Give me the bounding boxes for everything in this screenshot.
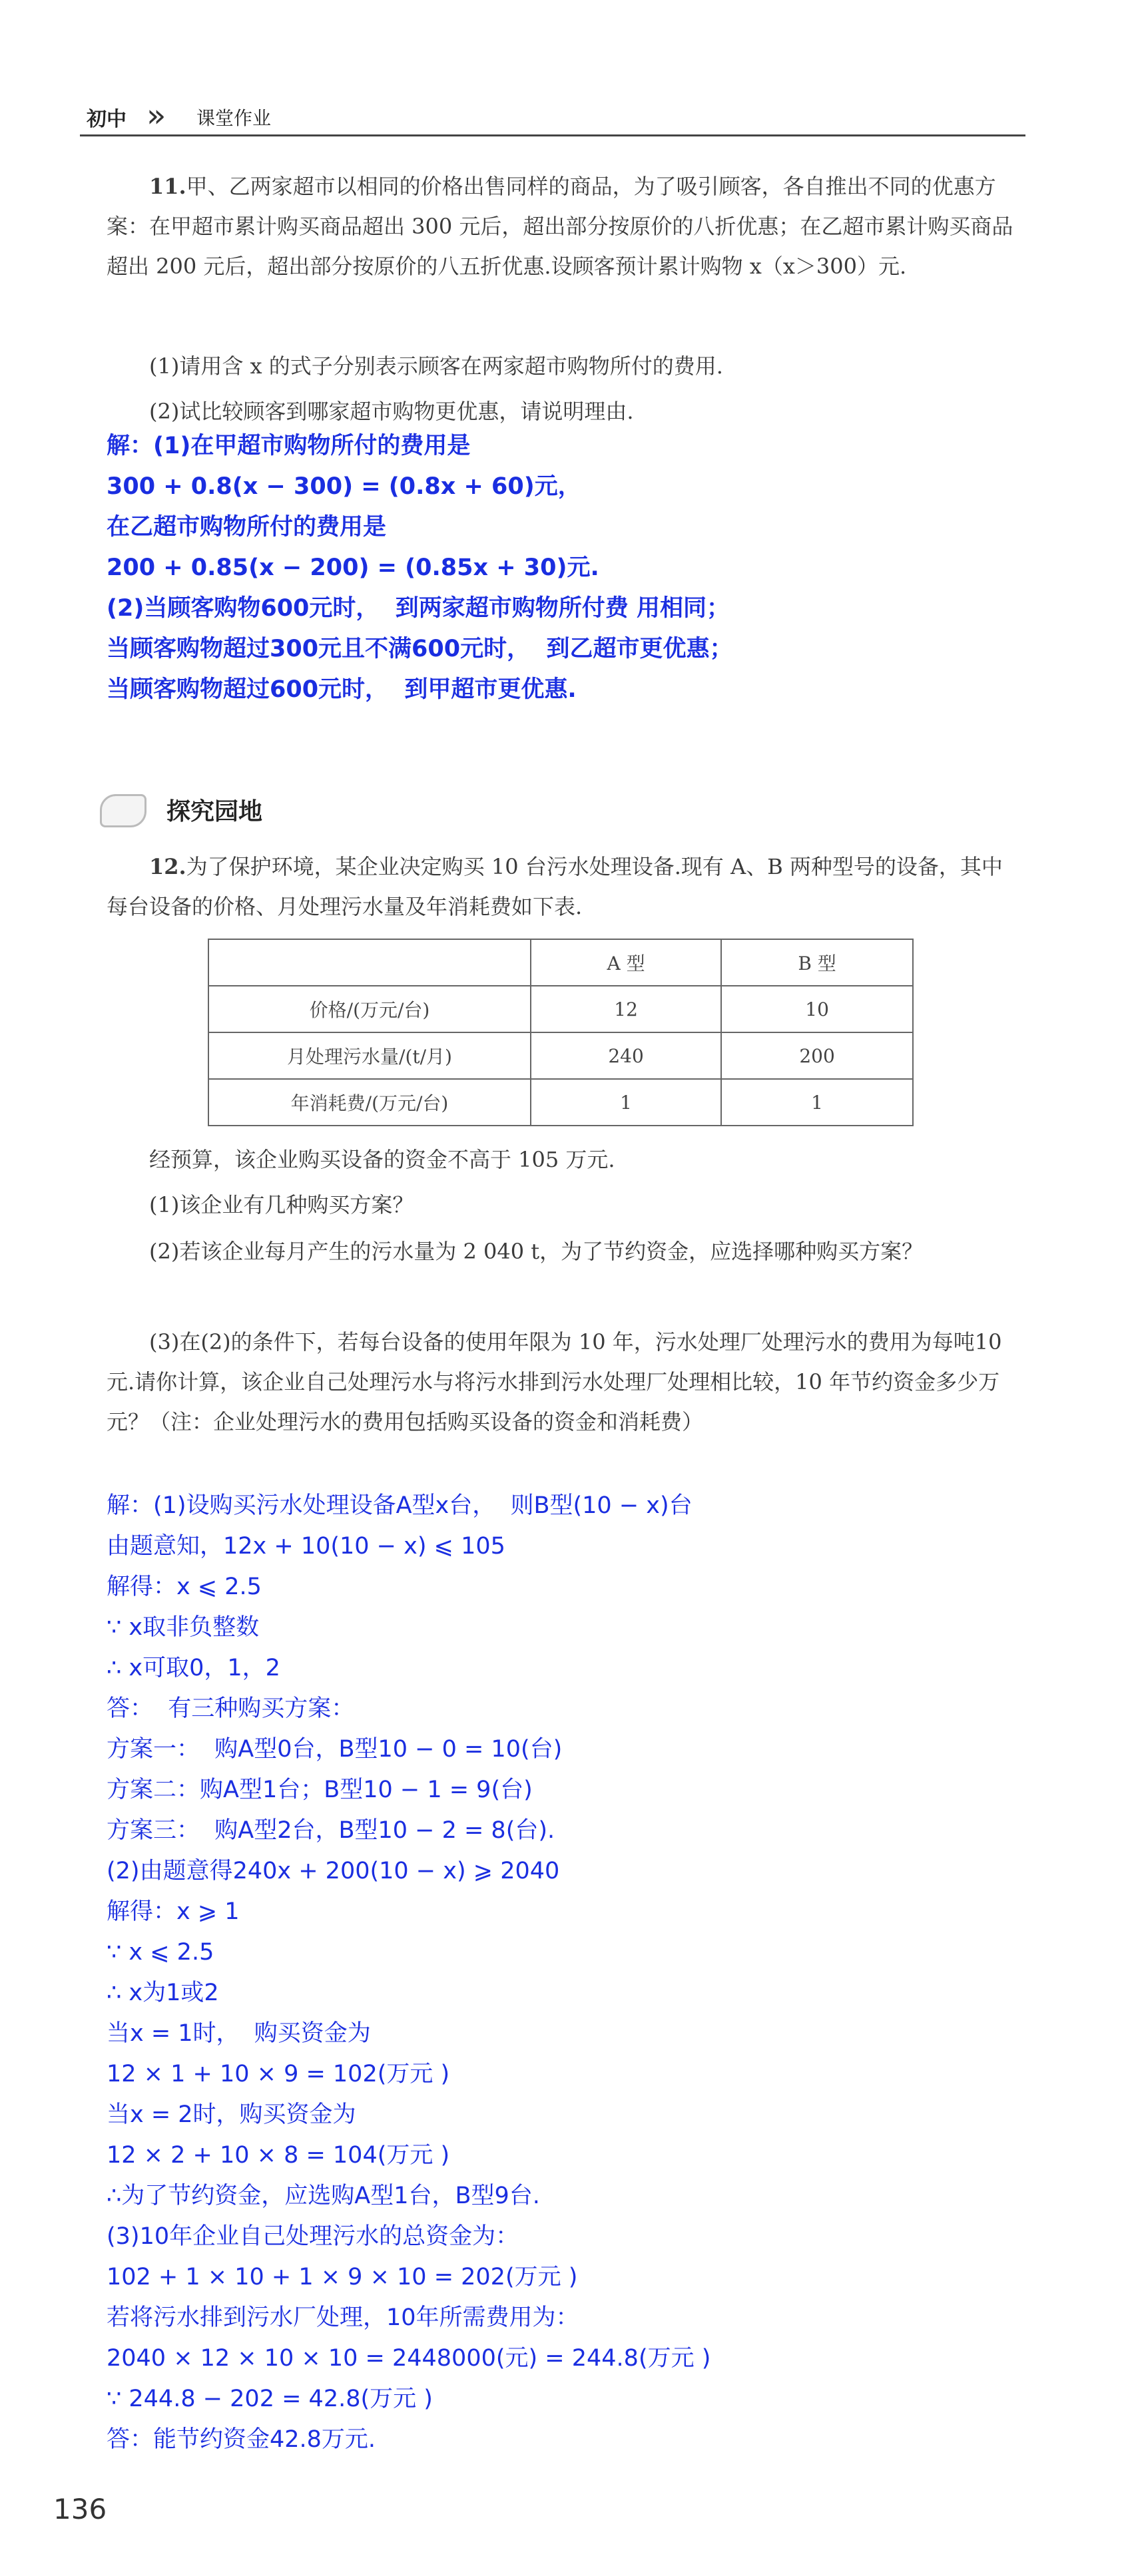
answer-12-line-15: 12 × 1 + 10 × 9 = 102(万元 ): [107, 2061, 450, 2087]
answer-12-line-19: (3)10年企业自己处理污水的总资金为：: [107, 2223, 519, 2250]
answer-12-line-20: 102 + 1 × 10 + 1 × 9 × 10 = 202(万元 ): [107, 2264, 578, 2290]
answer-11-line-7: 当顾客购物超过600元时， 到甲超市更优惠.: [107, 676, 577, 703]
table-cell: 1: [721, 1079, 913, 1126]
answer-12-line-2: 由题意知，12x + 10(10 − x) ⩽ 105: [107, 1533, 505, 1560]
page-header: [80, 97, 1025, 136]
question-12-part-1: (1)该企业有几种购买方案？: [149, 1192, 414, 1217]
section-heading: [100, 789, 366, 835]
answer-12-line-3: 解得：x ⩽ 2.5: [107, 1574, 262, 1600]
answer-11-line-3: 在乙超市购物所付的费用是: [107, 514, 387, 540]
question-11: [107, 166, 1019, 286]
answer-12-line-14: 当x = 1时， 购买资金为: [107, 2020, 371, 2047]
table-cell: 月处理污水量/(t/月): [208, 1032, 531, 1079]
question-12-part-2: (2)若该企业每月产生的污水量为 2 040 t，为了节约资金，应选择哪种购买方案？: [149, 1239, 924, 1264]
table-cell: 12: [531, 986, 721, 1032]
table-header-cell: B 型: [721, 939, 913, 986]
table-cell: 240: [531, 1032, 721, 1079]
answer-12-line-17: 12 × 2 + 10 × 8 = 104(万元 ): [107, 2142, 450, 2169]
table-cell: 200: [721, 1032, 913, 1079]
question-12-budget: 经预算，该企业购买设备的资金不高于 105 万元.: [149, 1147, 615, 1172]
answer-11-line-2: 300 + 0.8(x − 300) = (0.8x + 60)元，: [107, 473, 581, 500]
answer-12-line-9: 方案三： 购A型2台，B型10 − 2 = 8(台).: [107, 1817, 555, 1844]
double-chevron-icon: »: [146, 97, 156, 134]
answer-12-line-5: ∴ x可取0，1，2: [107, 1655, 280, 1681]
answer-11-line-1: 解：(1)在甲超市购物所付的费用是: [107, 433, 471, 459]
header-subtitle: 课堂作业: [196, 107, 272, 129]
answer-12-line-4: ∵ x取非负整数: [107, 1614, 260, 1641]
table-header-cell: [208, 939, 531, 986]
table-row: [208, 1032, 913, 1079]
answer-12-line-12: ∵ x ⩽ 2.5: [107, 1939, 214, 1966]
table-cell: 1: [531, 1079, 721, 1126]
answer-12-line-6: 答： 有三种购买方案：: [107, 1695, 355, 1722]
header-level: 初中: [87, 108, 127, 131]
answer-12-line-21: 若将污水排到污水厂处理，10年所需费用为：: [107, 2304, 579, 2331]
answer-12-line-1: 解：(1)设购买污水处理设备A型x台， 则B型(10 − x)台: [107, 1492, 693, 1519]
table-header-row: [208, 939, 913, 986]
question-12-text: 为了保护环境，某企业决定购买 10 台污水处理设备.现有 A、B 两种型号的设备，其中每台设备的价格、月处理污水量及年消耗费如下表.: [107, 854, 1003, 919]
answer-12-line-11: 解得：x ⩾ 1: [107, 1898, 240, 1925]
answer-12-line-10: (2)由题意得240x + 200(10 − x) ⩾ 2040: [107, 1858, 560, 1884]
question-11-part-1: (1)请用含 x 的式子分别表示顾客在两家超市购物所付的费用.: [149, 353, 723, 379]
section-badge-icon: [100, 794, 146, 827]
answer-11-line-6: 当顾客购物超过300元且不满600元时， 到乙超市更优惠；: [107, 636, 733, 662]
table-cell: 价格/(万元/台): [208, 986, 531, 1032]
page-number: 136: [53, 2493, 107, 2525]
equipment-table: [208, 939, 914, 1126]
table-row: [208, 986, 913, 1032]
question-11-text: 甲、乙两家超市以相同的价格出售同样的商品，为了吸引顾客，各自推出不同的优惠方案：在甲超市累计购买商品超出 300 元后，超出部分按原价的八折优惠；在乙超市累计购买商品超出 200 元后，超出部分按原价的八五折优惠.设顾客预计累计购物 x（x＞300）元.: [107, 174, 1013, 279]
table-cell: 年消耗费/(万元/台): [208, 1079, 531, 1126]
question-11-number: 11.: [149, 174, 186, 199]
answer-12-line-8: 方案二：购A型1台；B型10 − 1 = 9(台): [107, 1777, 533, 1803]
table-row: [208, 1079, 913, 1126]
answer-12-line-24: 答：能节约资金42.8万元.: [107, 2426, 376, 2453]
section-title: 探究园地: [166, 798, 263, 825]
answer-12-line-23: ∵ 244.8 − 202 = 42.8(万元 ): [107, 2386, 433, 2412]
answer-12-line-7: 方案一： 购A型0台，B型10 − 0 = 10(台): [107, 1736, 563, 1763]
answer-12-line-18: ∴为了节约资金，应选购A型1台，B型9台.: [107, 2183, 540, 2209]
answer-12-line-16: 当x = 2时，购买资金为: [107, 2101, 356, 2128]
answer-12-line-22: 2040 × 12 × 10 × 10 = 2448000(元) = 244.8(万元 ): [107, 2345, 711, 2372]
question-12-part-3: (3)在(2)的条件下，若每台设备的使用年限为 10 年，污水处理厂处理污水的费用为每吨10 元.请你计算，该企业自己处理污水与将污水排到污水处理厂处理相比较，10 年节约资金多少万元？（注：企业处理污水的费用包括购买设备的资金和消耗费）: [107, 1329, 1002, 1434]
question-12: [107, 847, 1019, 927]
question-11-part-2: (2)试比较顾客到哪家超市购物更优惠，请说明理由.: [149, 399, 634, 424]
answer-11-line-5: (2)当顾客购物600元时， 到两家超市购物所付费 用相同；: [107, 595, 730, 622]
answer-11-line-4: 200 + 0.85(x − 200) = (0.85x + 30)元.: [107, 554, 599, 581]
answer-12-line-13: ∴ x为1或2: [107, 1980, 219, 2006]
table-header-cell: A 型: [531, 939, 721, 986]
table-cell: 10: [721, 986, 913, 1032]
question-12-number: 12.: [149, 854, 186, 879]
